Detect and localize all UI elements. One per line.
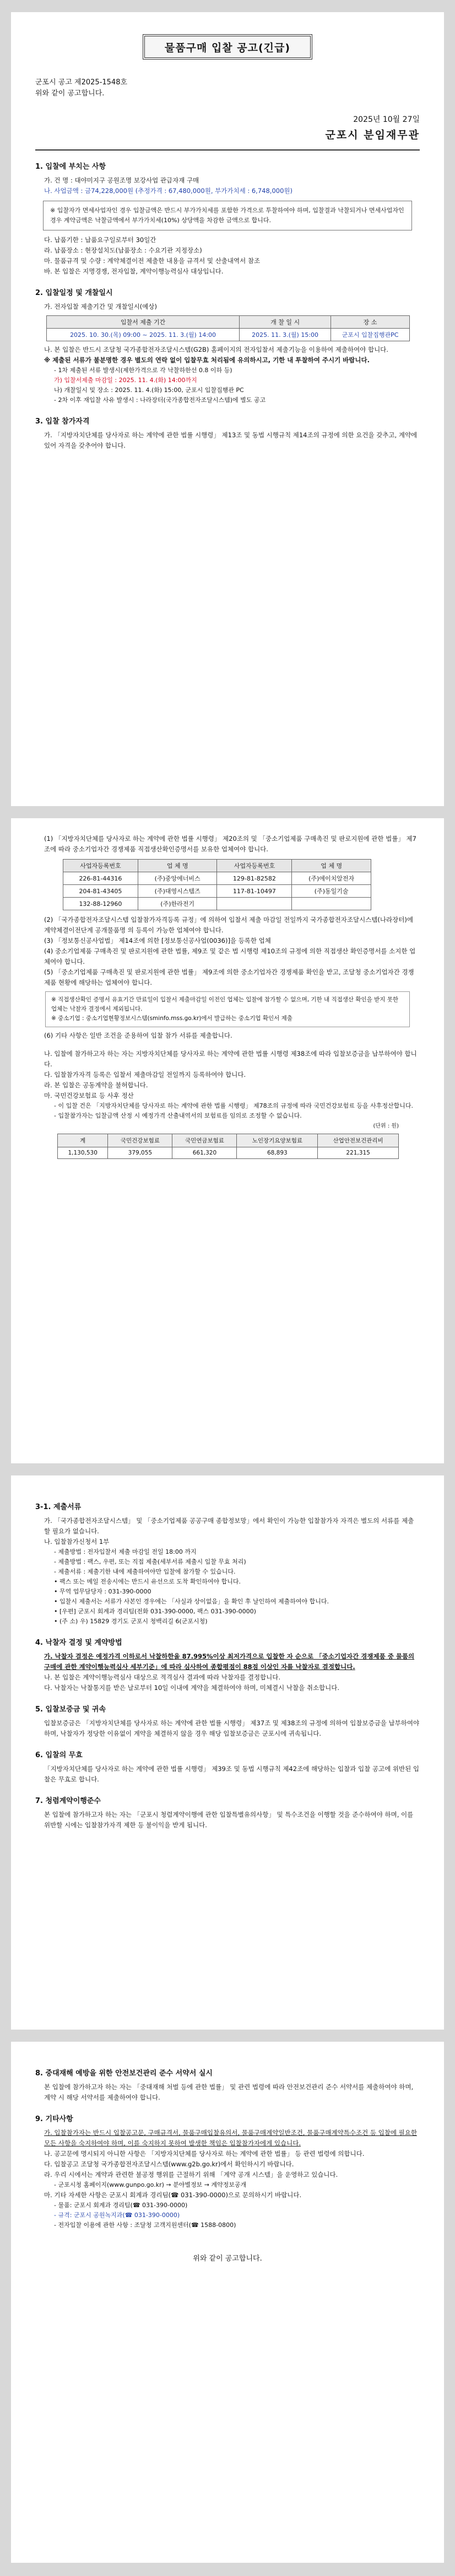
rebid-deadline xyxy=(35,375,420,385)
section-4-heading: 4. 낙찰자 결정 및 계약방법 xyxy=(35,1639,122,1647)
award-method xyxy=(35,1651,420,1672)
company-header: 사업자등록번호 xyxy=(63,860,138,872)
section-2-heading: 2. 입찰일정 및 개찰일시 xyxy=(35,289,113,297)
rebid-note: - 1차 제출된 서류 발생시(제한가격으로 각 낙찰하한선 0.8 이하 등) xyxy=(54,367,232,374)
g2b-note: 나. 본 입찰은 반드시 조달청 국가종합전자조달시스템(G2B) 홈페이지의 전자입찰서 제출기능을 이용하여 제출하여야 합니다. xyxy=(44,346,388,353)
table-row xyxy=(63,885,371,898)
delivery-place: 라. 납품장소 : 현장설치도(납품장소 : 수요기관 지정장소) xyxy=(44,246,202,254)
qualification-3: (3) 「정보통신공사업법」 제14조에 의한 [정보통신공사업(0036)]을 등록한 업체 xyxy=(44,937,271,944)
documents-b7: • [우편] 군포시 회계과 경리팀(전화 031-390-0000, 팩스 031-390-0000) xyxy=(54,1608,256,1615)
item-name: 가. 건 명 : 대야미지구 공원조명 보강사업 관급자재 구매 xyxy=(44,176,199,184)
table-cell: 117-81-10497 xyxy=(217,885,292,898)
table-cell: (주)한라전기 xyxy=(138,898,217,910)
table-cell: (주)중앙에너비스 xyxy=(138,872,217,885)
section-3-1-heading: 3-1. 제출서류 xyxy=(35,1503,82,1511)
qualification-1: (1) 「지방자치단체를 당사자로 하는 계약에 관한 법률 시행령」 제20조의 및 「중소기업제품 구매촉진 및 판로지원에 관한 법률」 제7조에 따라 중소기업자간 경쟁제품 직접생산확인증명서를 보유한 업체여야 합니다. xyxy=(44,835,416,853)
misc-a xyxy=(35,2128,420,2149)
insurance-header: 국민건강보험료 xyxy=(108,1134,172,1147)
insurance-header: 계 xyxy=(58,1134,108,1147)
rebid-deadline-text: 가) 입찰서제출 마감일 : 2025. 11. 4.(화) 14:00까지 xyxy=(54,377,197,384)
insurance-note-2: - 입찰참가자는 입찰금액 산정 시 예정가격 산출내역서의 보험료를 임의로 조정할 수 없습니다. xyxy=(54,1112,302,1119)
documents-b: 나. 입찰참가신청서 1부 xyxy=(44,1538,110,1545)
documents-b6: • 입찰시 제출서는 서류가 사본인 경우에는 「사실과 상이없음」을 확인 후 날인하여 제출하여야 합니다. xyxy=(54,1598,329,1605)
budget-amount: 나. 사업금액 : 금74,228,000원 (추정가격 : 67,480,000원, 부가가치세 : 6,748,000원) xyxy=(44,187,292,195)
registration-note: 다. 입찰참가자격 등록은 입찰서 제출마감일 전일까지 등록하여야 합니다. xyxy=(44,1071,246,1078)
section-7-heading: 7. 청렴계약이행준수 xyxy=(35,1797,101,1805)
insurance-table xyxy=(57,1134,399,1159)
qualification-6: (6) 기타 사항은 일반 조건을 준용하여 입찰 참가 서류를 제출합니다. xyxy=(44,1032,232,1039)
remark-box xyxy=(45,991,410,1027)
table-row xyxy=(63,872,371,885)
insurance-cell: 68,893 xyxy=(237,1147,318,1159)
award-contract: 다. 낙찰자는 낙찰통지를 받은 날로부터 10일 이내에 계약을 체결하여야 하며, 미체결시 낙찰을 취소합니다. xyxy=(44,1684,340,1692)
spec-quantity: 마. 물품규격 및 수량 : 계약체결이전 제출한 내용을 규격서 및 산출내역서 참조 xyxy=(44,257,261,265)
unit-label: (단위 : 원) xyxy=(373,1123,399,1129)
insurance-cell: 379,055 xyxy=(108,1147,172,1159)
misc-a-text: 가. 입찰참가자는 반드시 입찰공고문, 구매규격서, 물품구매입찰유의서, 물품구매계약일반조건, 물품구매계약특수조건 등 입찰에 필요한 모든 사항을 숙지하여야 하며, 이를 숙지하지 못하여 발생한 책임은 입찰참가자에게 있습니다. xyxy=(44,2129,417,2147)
notice-intro: 위와 같이 공고합니다. xyxy=(35,89,105,98)
schedule-cell: 군포시 입찰집행관PC xyxy=(331,329,410,341)
contact-3: - 전자입찰 이용에 관한 사항 : 조달청 고객지원센터(☎ 1588-0800) xyxy=(54,2221,236,2229)
rebid-second: - 2차 이후 재입찰 사유 발생시 : 나라장터(국가종합전자조달시스템)에 별도 공고 xyxy=(54,396,266,404)
remark-line: ※ 중소기업 : 중소기업현황정보시스템(sminfo.mss.go.kr)에서 발급하는 중소기업 확인서 제출 xyxy=(51,1015,292,1022)
joint-contract-note: 라. 본 입찰은 공동계약을 불허합니다. xyxy=(44,1081,148,1089)
table-cell: 204-81-43405 xyxy=(63,885,138,898)
warning-note: ※ 제출된 서류가 불분명한 경우 별도의 연락 없이 입찰무효 처리됨에 유의하시고, 기한 내 투찰하여 주시기 바랍니다. xyxy=(44,356,370,364)
notice-title-box xyxy=(143,34,312,60)
invalid-text: 「지방자치단체를 당사자로 하는 계약에 관한 법률 시행령」 제39조 및 동법 시행규칙 제42조에 해당하는 입찰과 입찰 공고에 위반된 입찰은 무효로 합니다. xyxy=(44,1765,419,1783)
company-header: 업 체 명 xyxy=(292,860,371,872)
section-5-heading: 5. 입찰보증금 및 귀속 xyxy=(35,1705,106,1714)
safety-text: 본 입찰에 참가하고자 하는 자는 「중대재해 처벌 등에 관한 법률」 및 관련 법령에 따라 안전보건관리 준수 서약서를 제출하여야 하며, 계약 시 해당 서약서를 제출하여야 합니다. xyxy=(44,2083,414,2101)
table-cell: (주)동일기술 xyxy=(292,885,371,898)
deposit-note: 나. 입찰에 참가하고자 하는 자는 지방자치단체를 당사자로 하는 계약에 관한 법률 시행령 제38조에 따라 입찰보증금을 납부하여야 합니다. xyxy=(44,1050,417,1068)
integrity-text: 본 입찰에 참가하고자 하는 자는 「군포시 청렴계약이행에 관한 입찰특별유의사항」 및 특수조건을 이행할 것을 준수하여야 하며, 이를 위반할 시에는 입찰참가자격 제한 등 불이익을 받게 됩니다. xyxy=(44,1811,414,1829)
notice-title: 물품구매 입찰 공고(긴급) xyxy=(164,41,291,54)
insurance-heading: 마. 국민건강보험료 등 사후 정산 xyxy=(44,1092,134,1099)
table-cell: 132-88-12960 xyxy=(63,898,138,910)
schedule-header: 개 찰 일 시 xyxy=(240,316,331,329)
notice-date: 2025년 10월 27일 xyxy=(353,115,420,124)
contact-1: - 물품: 군포시 회계과 경리팀(☎ 031-390-0000) xyxy=(54,2202,188,2209)
documents-b4: • 팩스 또는 메일 전송시에는 반드시 유선으로 도착 확인하여야 합니다. xyxy=(54,1578,241,1585)
delivery-deadline: 다. 납품기한 : 납품요구일로부터 30일간 xyxy=(44,236,156,244)
contact-2: - 규격: 군포시 공원녹지과(☎ 031-390-0000) xyxy=(54,2212,180,2219)
insurance-header: 국민연금보험료 xyxy=(172,1134,237,1147)
remark-line: ※ 직접생산확인 증명서 유효기간 만료일이 입찰서 제출마감일 이전인 업체는 입찰에 참가할 수 없으며, 기한 내 직접생산 확인을 받지 못한 업체는 낙찰자 결정에서 제외됩니다. xyxy=(51,996,399,1012)
section-3-heading: 3. 입찰 참가자격 xyxy=(35,417,90,426)
insurance-header: 산업안전보건관리비 xyxy=(318,1134,399,1147)
schedule-header: 장 소 xyxy=(331,316,410,329)
documents-b2: - 제출방법 : 팩스, 우편, 또는 직접 제출(세부서류 제출시 입찰 무효 처리) xyxy=(54,1558,246,1565)
documents-b5: • 무역 업무담당자 : 031-390-0000 xyxy=(54,1588,151,1595)
insurance-cell: 1,130,530 xyxy=(58,1147,108,1159)
documents-a: 가. 「국가종합전자조달시스템」 및 「중소기업제품 공공구매 종합정보망」에서 확인이 가능한 입찰참가자 자격은 별도의 서류를 제출할 필요가 없습니다. xyxy=(44,1517,414,1535)
misc-e: 마. 기타 자세한 사항은 군포시 회계과 경리팀(☎ 031-390-0000)으로 문의하시기 바랍니다. xyxy=(44,2191,302,2199)
table-row xyxy=(63,898,371,910)
qualification-5: (5) 「중소기업제품 구매촉진 및 판로지원에 관한 법률」 제9조에 의한 중소기업자간 경쟁제품 확인을 받고, 조달청 중소기업자간 경쟁제품 현황에 해당하는 업체여야 합니다. xyxy=(44,968,414,986)
award-method-text: 가. 낙찰자 결정은 예정가격 이하로서 낙찰하한율 87.995%이상 최저가격으로 입찰한 자 순으로 「중소기업자간 경쟁제품 중 물품의 구매에 관한 계약이행능력심사 세부기준」에 따라 심사하여 종합평점이 88점 이상인 자를 낙찰자로 결정합니다. xyxy=(44,1652,415,1671)
misc-d1: - 군포시청 홈페이지(www.gunpo.go.kr) → 분야별정보 → 계약정보공개 xyxy=(54,2181,247,2188)
page-3 xyxy=(11,1475,444,2030)
section-9-heading: 9. 기타사항 xyxy=(35,2115,73,2123)
table-cell xyxy=(292,898,371,910)
documents-b3: - 제출서류 : 제출기한 내에 제출하여야만 입찰에 참가할 수 있습니다. xyxy=(54,1568,236,1575)
section-8-heading: 8. 중대재해 예방을 위한 안전보건관리 준수 서약서 실시 xyxy=(35,2069,213,2078)
table-cell: (주)에이치알전자 xyxy=(292,872,371,885)
page-2 xyxy=(11,818,444,1463)
misc-b: 나. 공고문에 명시되지 아니한 사항은 「지방자치단체를 당사자로 하는 계약에 관한 법률」 등 관련 법령에 의합니다. xyxy=(44,2150,365,2158)
deposit-text: 입찰보증금은 「지방자치단체를 당사자로 하는 계약에 관한 법률 시행령」 제37조 및 제38조의 규정에 의하여 입찰보증금을 납부하여야 하며, 낙찰자가 정당한 이유없이 계약을 체결하지 않을 경우 해당 입찰보증금은 군포시에 귀속됩니다. xyxy=(44,1719,420,1737)
bid-type: 바. 본 입찰은 지명경쟁, 전자입찰, 계약이행능력심사 대상입니다. xyxy=(44,267,224,275)
schedule-label: 가. 전자입찰 제출기간 및 개찰일시(예상) xyxy=(44,303,157,310)
qualification-2: (2) 「국가종합전자조달시스템 입찰참가자격등록 규정」에 의하여 입찰서 제출 마감일 전일까지 국가종합전자조달시스템(나라장터)에 계약체결이전단계 공개물품명 의 등록이 가능한 업체여야 합니다. xyxy=(44,916,413,934)
table-cell xyxy=(217,898,292,910)
divider xyxy=(35,149,420,151)
qualification-4: (4) 중소기업제품 구매촉진 및 판로지원에 관한 법률, 제9조 및 같은 법 시행령 제10조의 규정에 의한 직접생산 확인증명서를 소지한 업체여야 합니다. xyxy=(44,947,416,965)
award-review: 나. 본 입찰은 계약이행능력심사 대상으로 적격심사 결과에 따라 낙찰자를 결정합니다. xyxy=(44,1673,281,1681)
page-4 xyxy=(11,2042,444,2563)
table-cell: (주)대영시스템즈 xyxy=(138,885,217,898)
schedule-cell: 2025. 11. 3.(월) 15:00 xyxy=(240,329,331,341)
insurance-note-1: - 이 입찰 건은 「지방자치단체를 당사자로 하는 계약에 관한 법률 시행령」 제78조의 규정에 따라 국민건강보험료 등을 사후정산합니다. xyxy=(54,1102,413,1109)
issuer-org: 군포시 분임재무관 xyxy=(325,129,420,141)
company-table xyxy=(63,859,371,910)
documents-b8: • (주 소) 우) 15829 경기도 군포시 청백리길 6(군포시청) xyxy=(54,1618,208,1625)
section-6-heading: 6. 입찰의 무효 xyxy=(35,1751,83,1759)
schedule-table xyxy=(46,315,410,341)
tax-note-box: ※ 입찰자가 면세사업자인 경우 입찰금액은 반드시 부가가치세를 포함한 가격으로 투찰하여야 하며, 입찰결과 낙찰되거나 면세사업자인 경우 계약금액은 낙찰금액에서 부가가치세(10%) 상당액을 차감한 금액으로 합니다. xyxy=(43,201,412,230)
schedule-header: 입찰서 제출 기간 xyxy=(47,316,240,329)
closing-text: 위와 같이 공고합니다. xyxy=(193,2255,262,2263)
schedule-cell: 2025. 10. 30.(목) 09:00 ~ 2025. 11. 3.(월) 14:00 xyxy=(47,329,240,341)
rebid-opening: 나) 개찰일시 및 장소 : 2025. 11. 4.(화) 15:00, 군포시 입찰집행관 PC xyxy=(54,387,244,394)
table-cell: 226-81-44316 xyxy=(63,872,138,885)
insurance-cell: 221,315 xyxy=(318,1147,399,1159)
company-header: 사업자등록번호 xyxy=(217,860,292,872)
insurance-cell: 661,320 xyxy=(172,1147,237,1159)
insurance-header: 노인장기요양보험료 xyxy=(237,1134,318,1147)
table-cell: 129-81-82582 xyxy=(217,872,292,885)
misc-c: 다. 입찰공고 조달청 국가종합전자조달시스템(www.g2b.go.kr)에서 확인하시기 바랍니다. xyxy=(44,2160,294,2168)
qualification-text: 가. 「지방자치단체를 당사자로 하는 계약에 관한 법률 시행령」 제13조 및 동법 시행규칙 제14조의 규정에 의한 요건을 갖추고, 계약에 있어 자격을 갖추어야 합니다. xyxy=(44,431,418,449)
company-header: 업 체 명 xyxy=(138,860,217,872)
section-1-heading: 1. 입찰에 부치는 사항 xyxy=(35,163,106,171)
misc-d: 라. 우리 시에서는 계약과 관련한 불공정 행위를 근절하기 위해 「계약 공개 시스템」을 운영하고 있습니다. xyxy=(44,2171,338,2178)
documents-b1: - 제출방법 : 전자입찰서 제출 마감일 전일 18:00 까지 xyxy=(54,1548,197,1555)
notice-number: 군포시 공고 제2025-1548호 xyxy=(35,78,128,87)
page-1 xyxy=(11,12,444,806)
